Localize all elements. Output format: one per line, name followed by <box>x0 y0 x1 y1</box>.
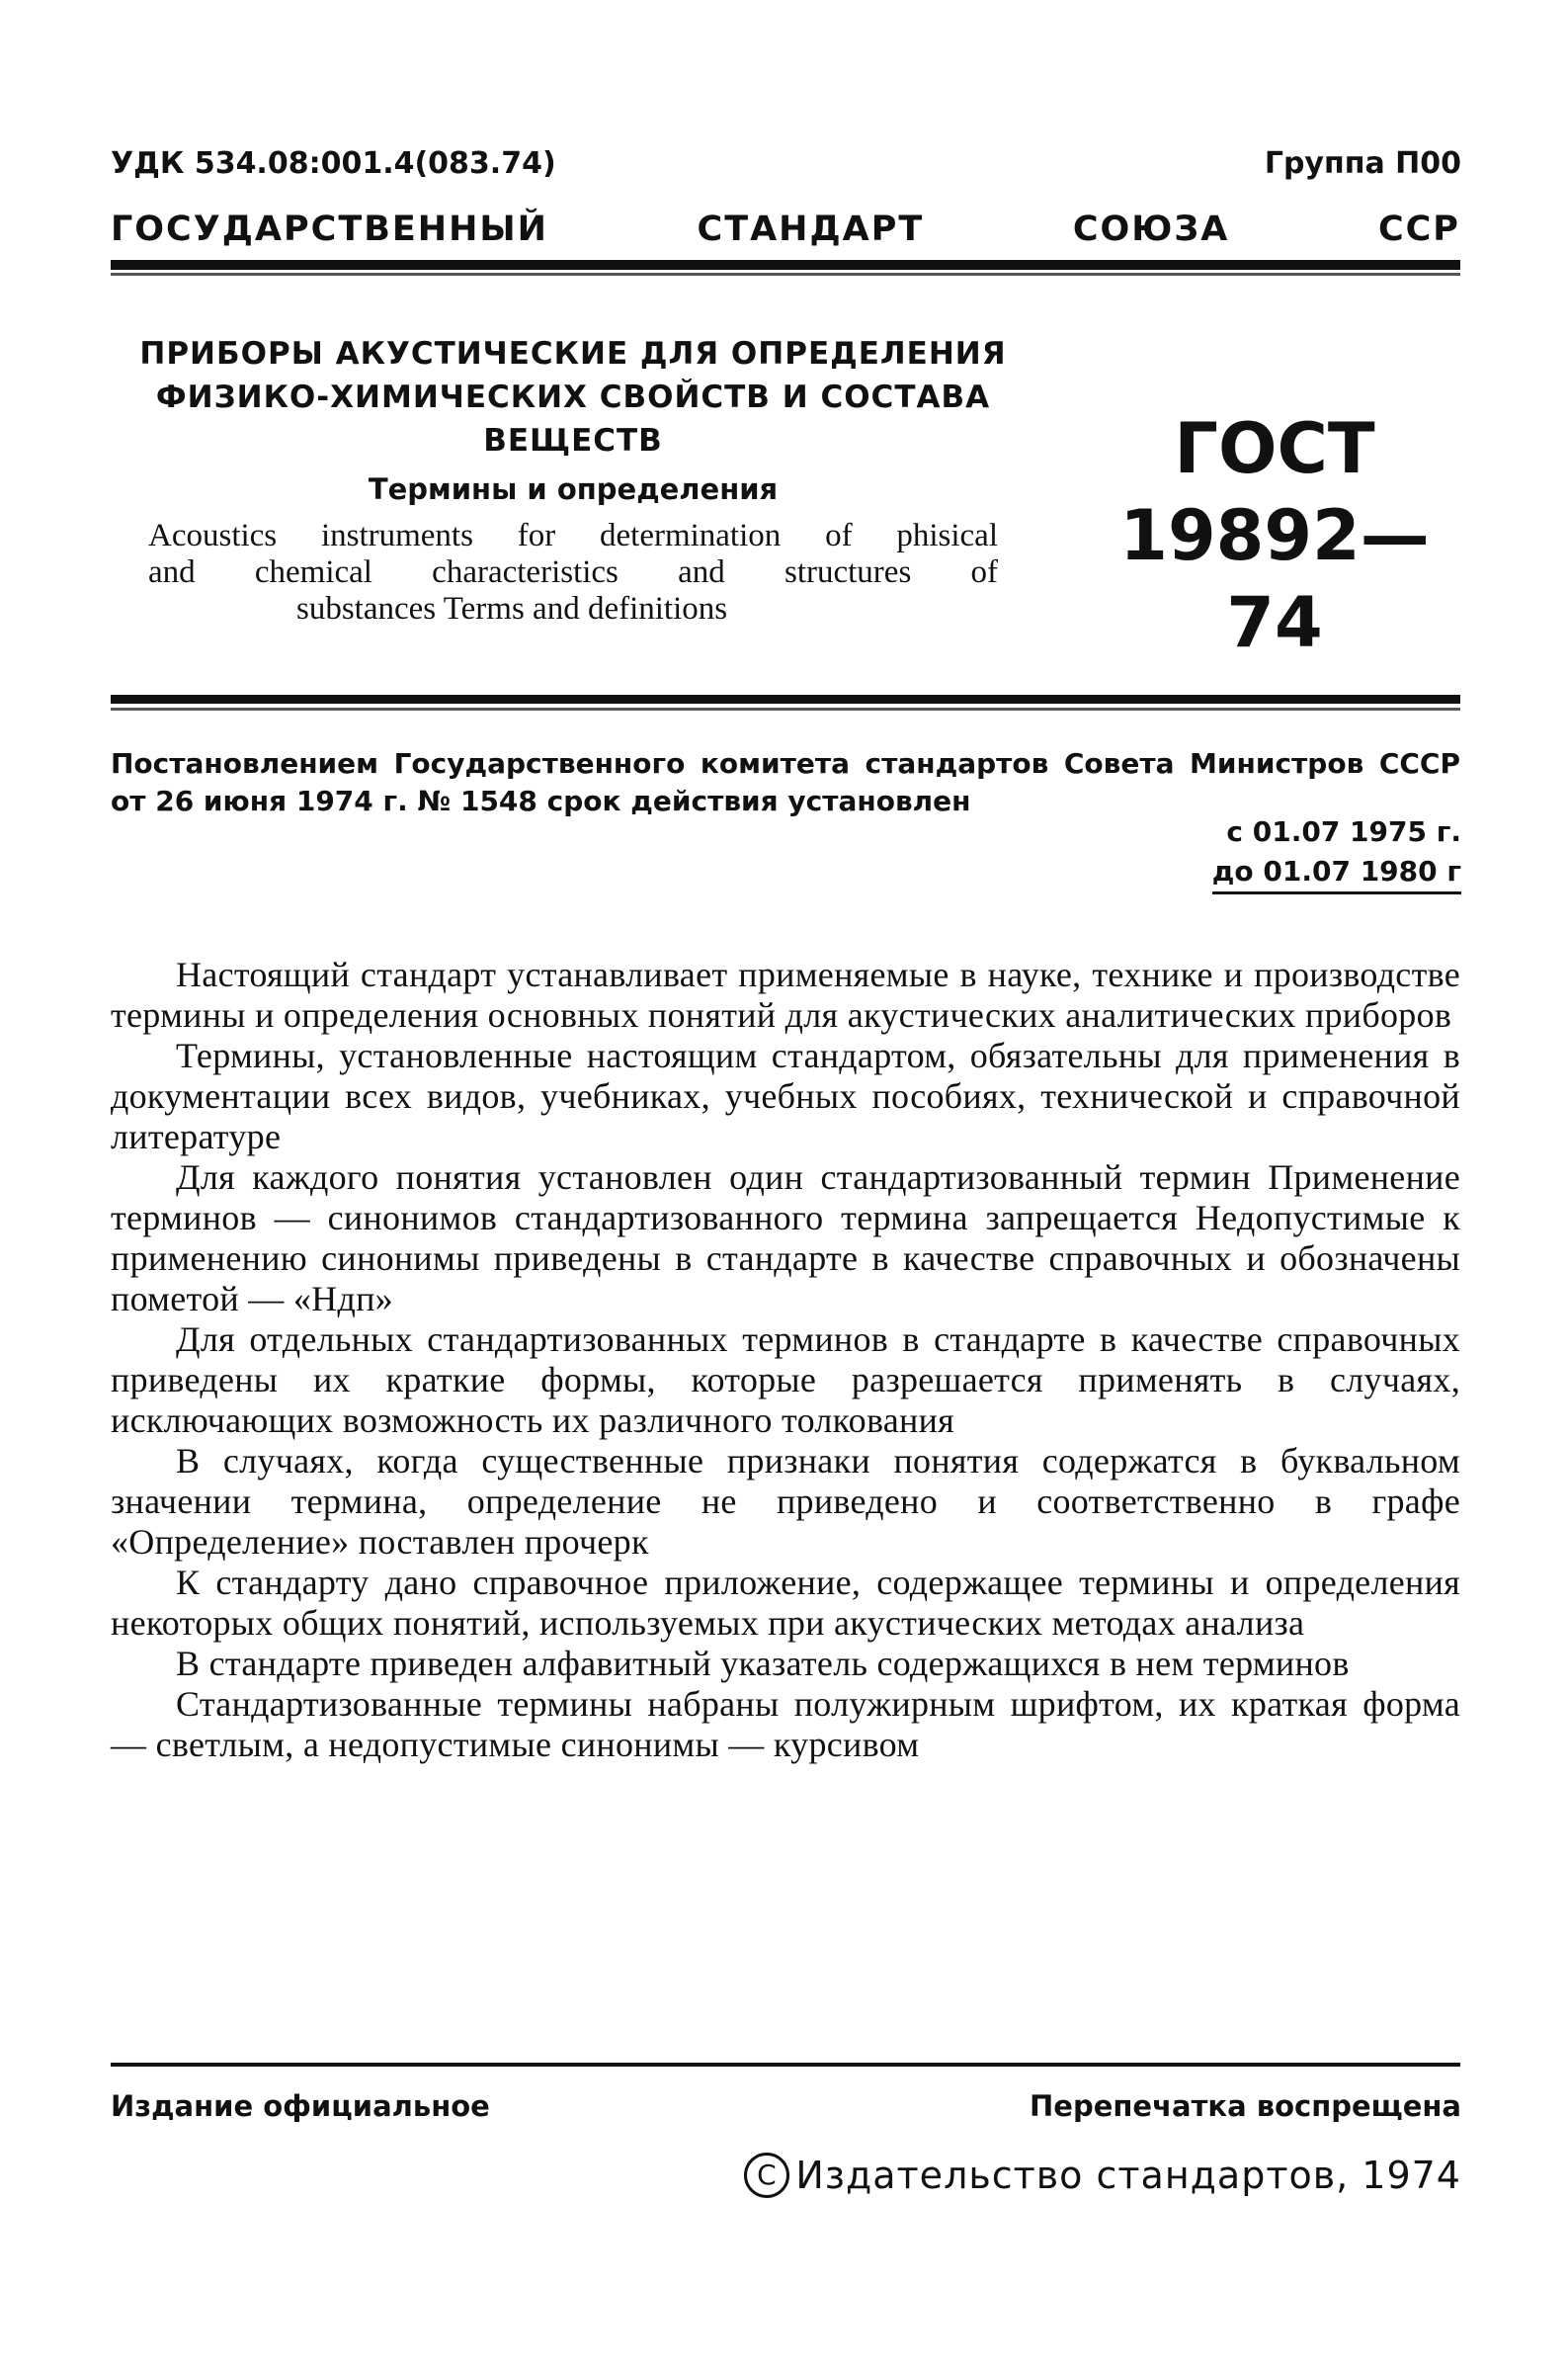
body-paragraph: Стандартизованные термины набраны полужирным шрифтом, их краткая форма — светлым, а недопустимые синонимы — курсивом <box>111 1684 1460 1764</box>
valid-to: до 01.07 1980 г <box>1212 852 1461 894</box>
subtitle-russian: Термины и определения <box>368 472 779 506</box>
group-code: Группа П00 <box>1264 146 1461 181</box>
header-rule-thin <box>111 273 1460 276</box>
title-rule <box>111 695 1460 704</box>
decree-line-1: Постановлением Государственного комитета стандартов Совета Министров СССР <box>111 747 1460 780</box>
body-paragraph: Настоящий стандарт устанавливает применяемые в науке, технике и производстве термины и определения основных понятий для акустических аналитических приборов <box>111 955 1460 1035</box>
body-paragraph: Для отдельных стандартизованных терминов в стандарте в качестве справочных приведены их краткие формы, которые разрешается применять в случаях, исключающих возможность их различного толкования <box>111 1319 1460 1440</box>
body-text <box>111 955 1460 1765</box>
title-en-line: and chemical characteristics and structures of <box>148 554 998 590</box>
banner-word-union: СОЮЗА <box>1072 210 1230 249</box>
banner-word-standard: СТАНДАРТ <box>697 210 925 249</box>
gost-label: ГОСТ <box>1174 408 1375 489</box>
decree-line-2: от 26 июня 1974 г. № 1548 срок действия установлен <box>111 785 971 817</box>
title-russian <box>138 332 1008 463</box>
udk-code: УДК 534.08:001.4(083.74) <box>111 146 556 181</box>
title-rule-thin <box>111 708 1460 711</box>
banner-word-state: ГОСУДАРСТВЕННЫЙ <box>111 210 548 249</box>
body-paragraph: В случаях, когда существенные признаки понятия содержатся в буквальном значении термина, определение не приведено и соответственно в графе «Определение» поставлен прочерк <box>111 1441 1460 1562</box>
validity-period <box>1212 812 1461 894</box>
title-english <box>148 518 998 628</box>
copyright-icon: C <box>744 2153 789 2198</box>
decree-text <box>111 745 1460 820</box>
gost-number: 19892—74 <box>1119 495 1430 663</box>
header-rule <box>111 260 1460 270</box>
publisher-name: Издательство стандартов, 1974 <box>795 2154 1461 2197</box>
reprint-prohibited-label: Перепечатка воспрещена <box>1030 2089 1461 2123</box>
title-line: ВЕЩЕСТВ <box>483 423 663 459</box>
body-paragraph: Для каждого понятия установлен один стандартизованный термин Применение терминов — синонимов стандартизованного термина запрещается Недопустимые к применению синонимы приведены в стандарте в качестве справочных и обозначены пометой — «Ндп» <box>111 1157 1460 1318</box>
state-standard-banner <box>111 210 1460 249</box>
body-paragraph: К стандарту дано справочное приложение, содержащее термины и определения некоторых общих понятий, используемых при акустических методах анализа <box>111 1563 1460 1643</box>
title-line: ПРИБОРЫ АКУСТИЧЕСКИЕ ДЛЯ ОПРЕДЕЛЕНИЯ <box>139 336 1007 372</box>
title-line: ФИЗИКО-ХИМИЧЕСКИХ СВОЙСТВ И СОСТАВА <box>155 380 991 415</box>
gost-designation <box>1097 405 1452 666</box>
body-paragraph: Термины, установленные настоящим стандартом, обязательны для применения в документации всех видов, учебниках, учебных пособиях, технической и справочной литературе <box>111 1036 1460 1156</box>
body-paragraph: В стандарте приведен алфавитный указатель содержащихся в нем терминов <box>176 1644 1350 1683</box>
valid-from: с 01.07 1975 г. <box>1226 815 1461 848</box>
title-en-line: Acoustics instruments for determination of phisical <box>148 518 998 553</box>
official-edition-label: Издание официальное <box>111 2089 490 2123</box>
publisher-line <box>744 2153 1461 2198</box>
banner-word-ussr: ССР <box>1377 210 1460 249</box>
footer-rule <box>111 2063 1460 2067</box>
title-en-line: substances Terms and definitions <box>296 591 728 627</box>
